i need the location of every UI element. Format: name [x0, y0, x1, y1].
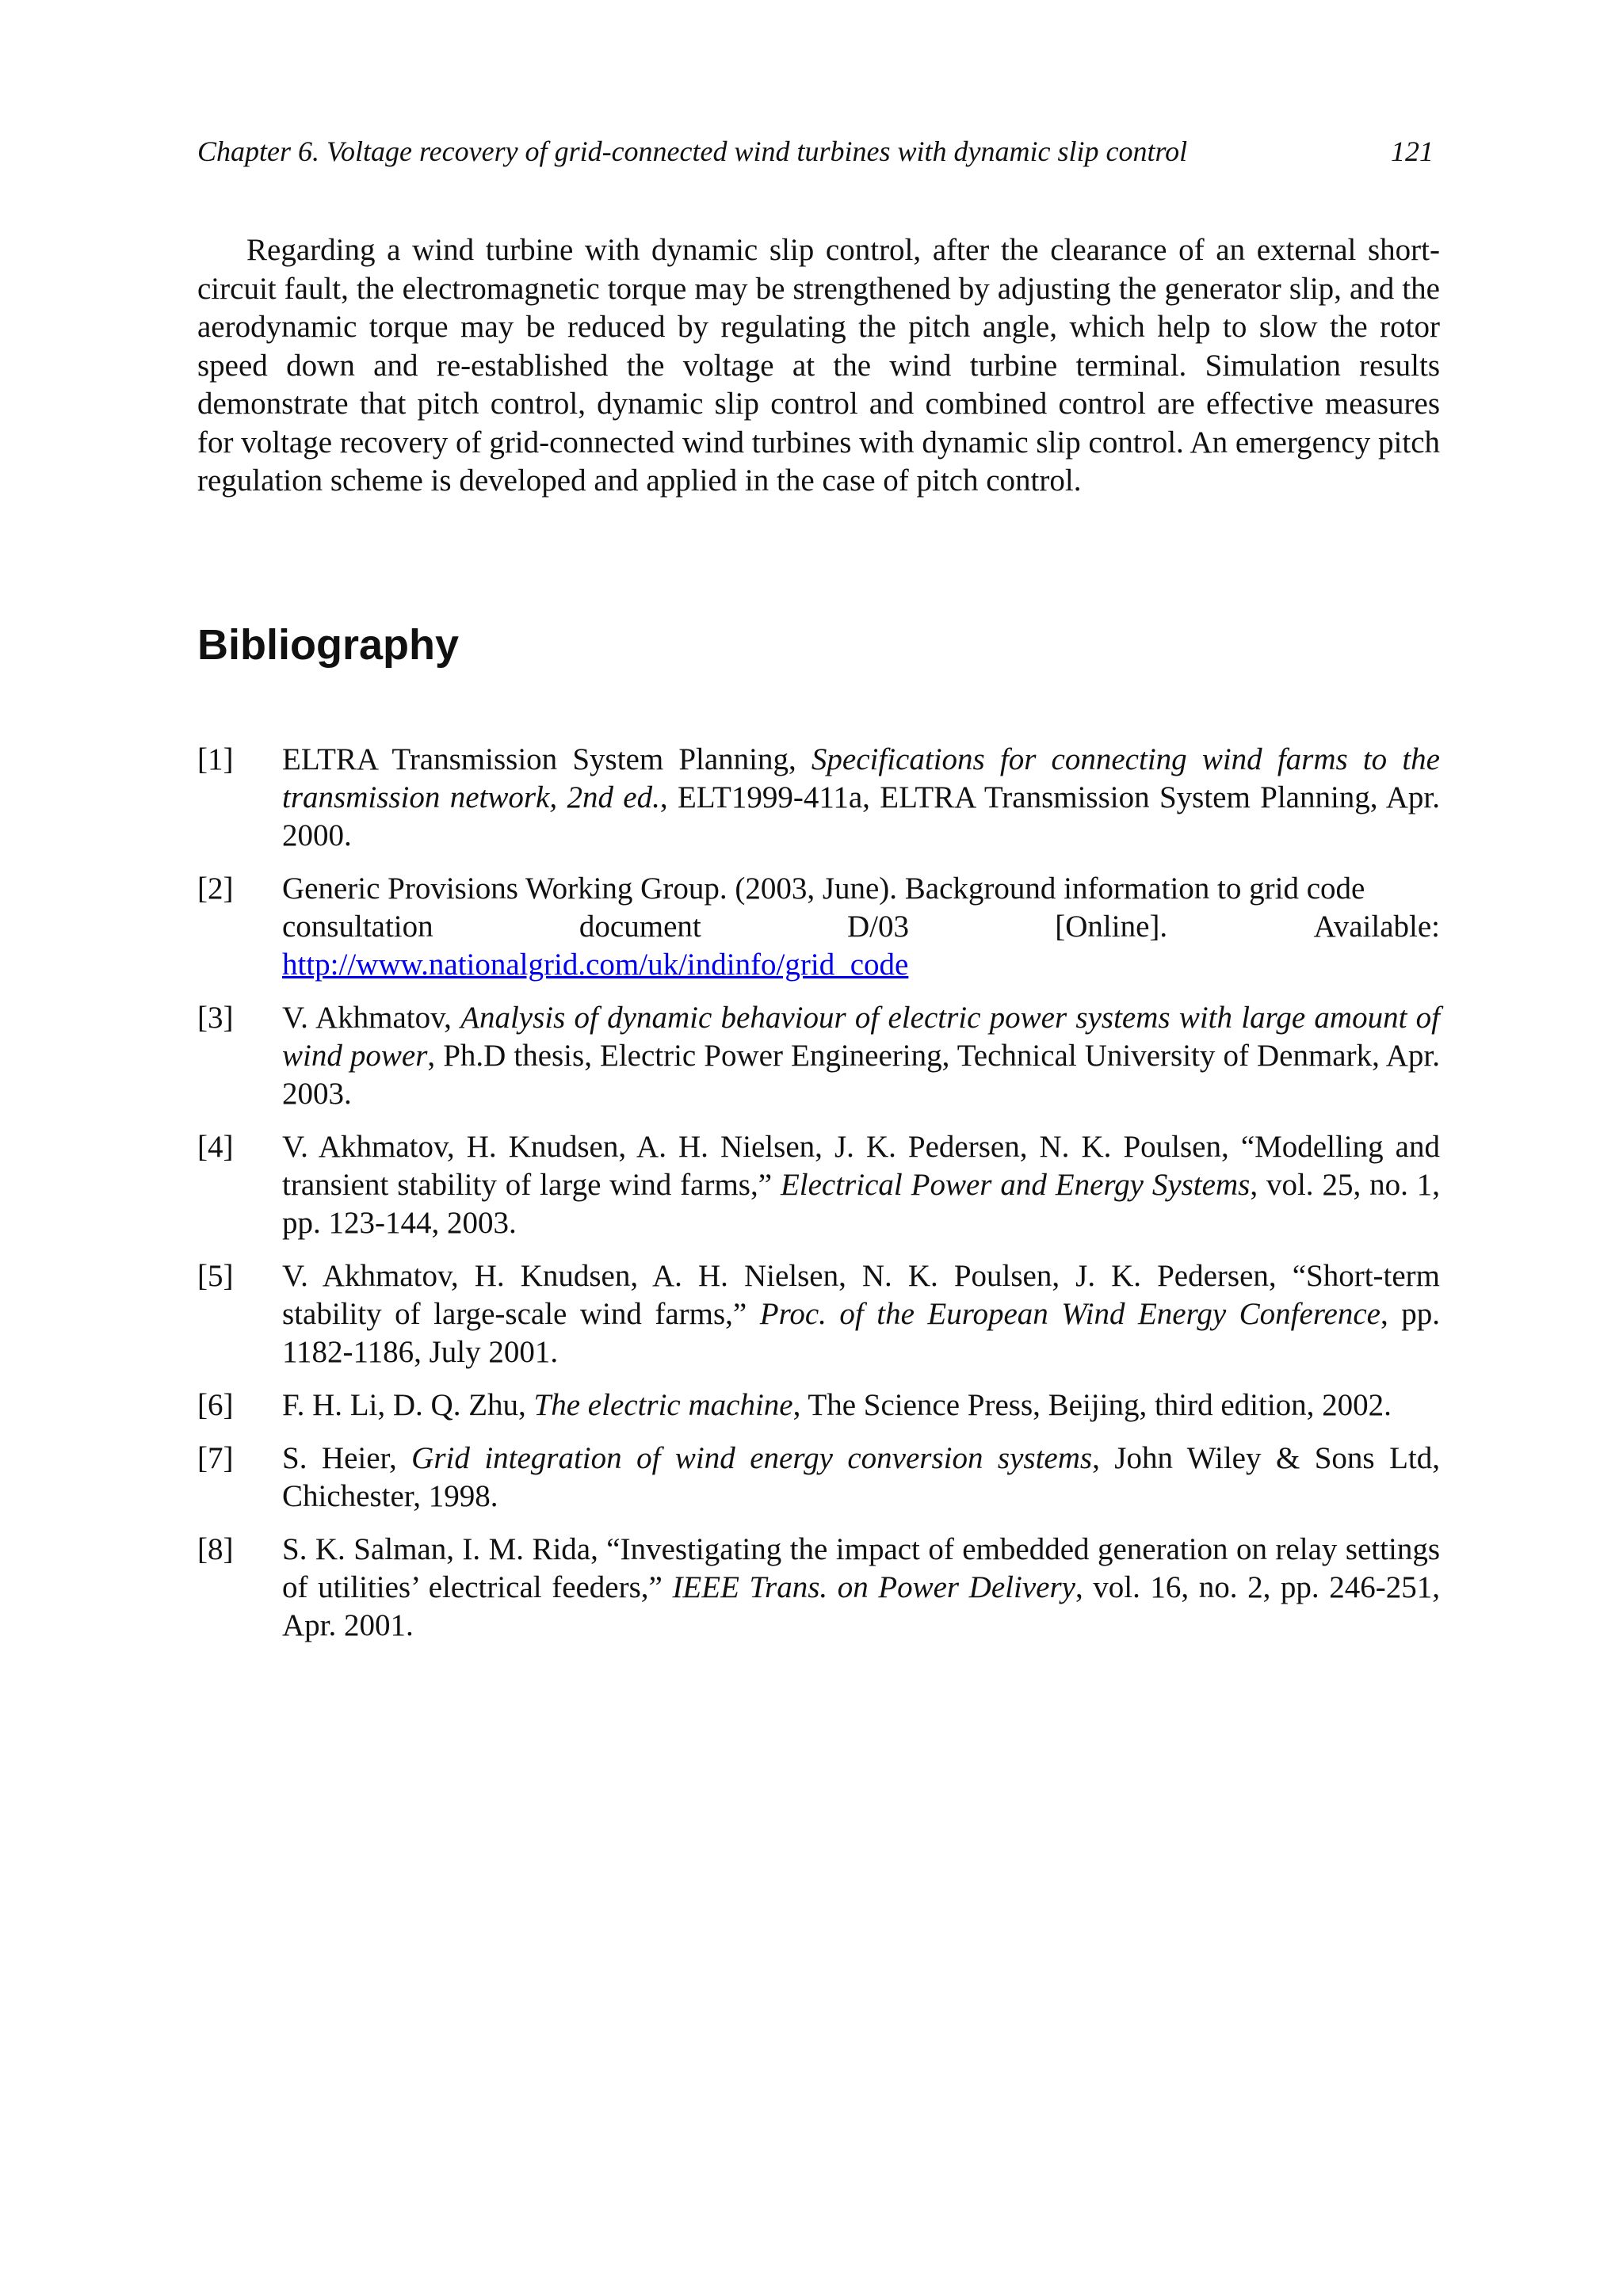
bib-entry-3: [197, 999, 1440, 1113]
bib-title: Analysis of dynamic behaviour of electric power systems with large amount of wind power: [282, 1001, 1440, 1073]
bib-authors: S. K. Salman, I. M. Rida, “Investigating the impact of embedded generation on relay settings of utilities’ electrical feeders,”: [282, 1532, 1440, 1604]
bib-title: Specifications for connecting wind farms to the transmission network, 2nd ed.: [282, 742, 1440, 814]
bib-text: [282, 741, 1440, 855]
bib-title: The electric machine: [533, 1388, 793, 1422]
bib-authors: V. Akhmatov, H. Knudsen, A. H. Nielsen, J. K. Pedersen, N. K. Poulsen, “Modelling and transient stability of large wind farms,”: [282, 1130, 1440, 1202]
bib-number: [5]: [197, 1259, 234, 1293]
bib-word: [Online].: [1055, 910, 1168, 944]
bib-text: [282, 1128, 1440, 1242]
bib-title: Grid integration of wind energy conversion systems: [411, 1441, 1093, 1475]
bibliography-list: [197, 741, 1440, 1660]
page-number: 121: [1391, 135, 1434, 167]
bib-number: [1]: [197, 742, 234, 776]
bib-details: , pp. 1182-1186, July 2001.: [282, 1297, 1440, 1369]
bib-authors: V. Akhmatov,: [282, 1001, 461, 1035]
bib-entry-1: [197, 741, 1440, 855]
bib-text: [282, 999, 1440, 1113]
bib-details: , vol. 25, no. 1, pp. 123-144, 2003.: [282, 1168, 1441, 1240]
running-header: [197, 132, 1434, 171]
bibliography-heading: Bibliography: [197, 621, 460, 669]
bib-authors: F. H. Li, D. Q. Zhu,: [282, 1388, 534, 1422]
bib-details: , The Science Press, Beijing, third edition, 2002.: [792, 1388, 1392, 1422]
bib-title: Proc. of the European Wind Energy Conference: [759, 1297, 1381, 1331]
bib-number: [7]: [197, 1441, 234, 1475]
bib-line-spread: [282, 908, 1440, 946]
bib-text: [282, 1257, 1440, 1371]
bib-details: , John Wiley & Sons Ltd, Chichester, 1998.: [282, 1441, 1440, 1513]
bib-text: [282, 1531, 1440, 1645]
body-paragraph: Regarding a wind turbine with dynamic slip control, after the clearance of an external short-circuit fault, the electromagnetic torque may be strengthened by adjusting the generator slip, and the aerodynamic torque may be reduced by regulating the pitch angle, which help to slow the rotor speed down and re-established the voltage at the wind turbine terminal. Simulation results demonstrate that pitch control, dynamic slip control and combined control are effective measures for voltage recovery of grid-connected wind turbines with dynamic slip control. An emergency pitch regulation scheme is developed and applied in the case of pitch control.: [197, 233, 1440, 498]
bib-entry-2: [197, 870, 1440, 984]
bib-text: [282, 1386, 1440, 1425]
bib-number: [6]: [197, 1388, 234, 1422]
bib-number: [2]: [197, 871, 234, 906]
bib-entry-6: [197, 1386, 1440, 1425]
bib-details: , vol. 16, no. 2, pp. 246-251, Apr. 2001.: [282, 1570, 1440, 1642]
bib-title: IEEE Trans. on Power Delivery: [672, 1570, 1075, 1604]
bib-number: [3]: [197, 1001, 234, 1035]
bib-authors: S. Heier,: [282, 1441, 412, 1475]
chapter-title: Chapter 6. Voltage recovery of grid-connected wind turbines with dynamic slip control: [197, 135, 1188, 167]
bib-authors: V. Akhmatov, H. Knudsen, A. H. Nielsen, N. K. Poulsen, J. K. Pedersen, “Short-term stability of large-scale wind farms,”: [282, 1259, 1440, 1331]
bib-text: [282, 870, 1440, 984]
bib-number: [8]: [197, 1532, 234, 1566]
bib-entry-5: [197, 1257, 1440, 1371]
bib-entry-4: [197, 1128, 1440, 1242]
bib-word: D/03: [847, 910, 909, 944]
bib-url-link[interactable]: http://www.nationalgrid.com/uk/indinfo/grid_code: [282, 948, 909, 982]
bib-entry-7: [197, 1440, 1440, 1516]
bib-details: , Ph.D thesis, Electric Power Engineering, Technical University of Denmark, Apr. 2003.: [282, 1039, 1440, 1111]
bib-word: Available:: [1313, 910, 1440, 944]
bib-title: Electrical Power and Energy Systems: [780, 1168, 1251, 1202]
bib-entry-8: [197, 1531, 1440, 1645]
bib-authors: ELTRA Transmission System Planning,: [282, 742, 812, 776]
bib-text: [282, 1440, 1440, 1516]
bib-word: consultation: [282, 910, 433, 944]
bib-line: Generic Provisions Working Group. (2003, June). Background information to grid code: [282, 871, 1365, 906]
bib-number: [4]: [197, 1130, 234, 1164]
bib-word: document: [579, 910, 701, 944]
bib-details: , ELT1999-411a, ELTRA Transmission System Planning, Apr. 2000.: [282, 780, 1440, 852]
